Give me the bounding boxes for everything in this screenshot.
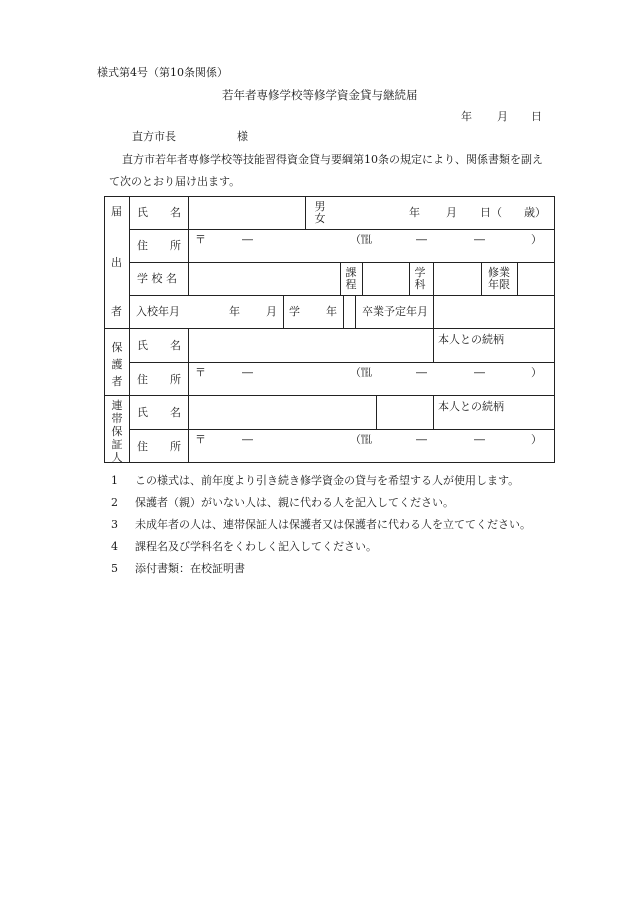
- applicant-label-1: 届: [111, 205, 122, 218]
- note-number: 3: [111, 518, 118, 531]
- enroll-month: 月: [266, 305, 277, 318]
- applicant-tel-close: ）: [531, 233, 542, 246]
- course-label-2: 程: [345, 277, 357, 291]
- note-text: 保護者（親）がいない人は、親に代わる人を記入してください。: [135, 496, 454, 509]
- form-title: 若年者専修学校等修学資金貸与継続届: [222, 88, 418, 102]
- guardian-tel-open: （℡: [350, 366, 372, 379]
- guardian-tel-dash-1: ―: [416, 366, 427, 379]
- guardian-address-label: 住 所: [137, 373, 181, 386]
- applicant-tel-dash-2: ―: [474, 233, 485, 246]
- applicant-tel-dash-1: ―: [416, 233, 427, 246]
- grade-year: 年: [326, 305, 337, 318]
- guarantor-tel-close: ）: [531, 433, 542, 446]
- date-day: 日: [531, 110, 542, 123]
- guarantor-tel-dash-2: ―: [474, 433, 485, 446]
- age: 歳）: [524, 206, 546, 219]
- note-text: 課程名及び学科名をくわしく記入してください。: [135, 540, 377, 553]
- applicant-label-2: 出: [111, 256, 122, 269]
- applicant-label-3: 者: [111, 305, 122, 318]
- intro-line-2: て次のとおり届け出ます。: [109, 175, 241, 188]
- note-text: 未成年者の人は、連帯保証人は保護者又は保護者に代わる人を立ててください。: [135, 518, 531, 531]
- guarantor-name-label: 氏 名: [137, 406, 181, 419]
- school-name-label: 学 校 名: [137, 272, 177, 285]
- intro-line-1: 直方市若年者専修学校等技能習得資金貸与要綱第10条の規定により、関係書類を副え: [122, 153, 543, 166]
- guarantor-label-1: 連: [111, 399, 123, 412]
- grade-label: 学: [289, 305, 300, 318]
- sex-female[interactable]: 女: [314, 211, 326, 225]
- note-text: この様式は、前年度より引き続き修学資金の貸与を希望する人が使用します。: [135, 474, 520, 487]
- sex-male[interactable]: 男: [314, 200, 326, 213]
- note-text: 添付書類：在校証明書: [135, 562, 245, 575]
- applicant-address-label: 住 所: [137, 239, 181, 252]
- enroll-label: 入校年月: [136, 305, 180, 318]
- enroll-year: 年: [229, 305, 240, 318]
- guardian-postal-mark: 〒: [195, 366, 206, 379]
- department-label-1: 学: [414, 266, 426, 279]
- guardian-tel-close: ）: [531, 366, 542, 379]
- note-number: 1: [111, 474, 118, 487]
- addressee: 直方市長: [132, 130, 176, 143]
- guarantor-postal-dash: ―: [242, 433, 253, 446]
- note-number: 5: [111, 562, 118, 575]
- birth-year: 年: [409, 206, 420, 219]
- guardian-postal-dash: ―: [242, 366, 253, 379]
- form-number: 様式第4号（第10条関係）: [97, 66, 228, 79]
- birth-day: 日（: [480, 206, 502, 219]
- date-month: 月: [497, 110, 508, 123]
- guardian-tel-dash-2: ―: [474, 366, 485, 379]
- guarantor-postal-mark: 〒: [195, 433, 206, 446]
- study-period-label-2: 年限: [488, 277, 510, 291]
- applicant-postal-dash: ―: [242, 233, 253, 246]
- guardian-name-label: 氏 名: [137, 339, 181, 352]
- guarantor-relation-label: 本人との続柄: [438, 400, 504, 413]
- birth-month: 月: [446, 206, 457, 219]
- note-number: 4: [111, 540, 118, 553]
- note-number: 2: [111, 496, 118, 509]
- guarantor-label-3: 保: [111, 424, 123, 438]
- honorific: 様: [237, 130, 248, 143]
- guardian-label-2: 護: [111, 358, 123, 372]
- guarantor-tel-dash-1: ―: [416, 433, 427, 446]
- date-year: 年: [461, 110, 472, 123]
- guardian-relation-label: 本人との続柄: [438, 333, 504, 346]
- applicant-postal-mark: 〒: [195, 233, 206, 246]
- applicant-name-label: 氏 名: [137, 206, 181, 219]
- guarantor-label-5: 人: [111, 450, 123, 464]
- guarantor-tel-open: （℡: [350, 433, 372, 446]
- guarantor-label-2: 帯: [111, 411, 123, 425]
- department-label-2: 科: [414, 277, 426, 291]
- guardian-label-1: 保: [111, 341, 123, 354]
- study-period-label-1: 修業: [488, 266, 510, 279]
- applicant-tel-open: （℡: [350, 233, 372, 246]
- guarantor-label-4: 証: [111, 437, 123, 451]
- guardian-label-3: 者: [111, 375, 123, 389]
- course-label-1: 課: [345, 266, 357, 279]
- guarantor-address-label: 住 所: [137, 440, 181, 453]
- graduation-label: 卒業予定年月: [362, 305, 428, 318]
